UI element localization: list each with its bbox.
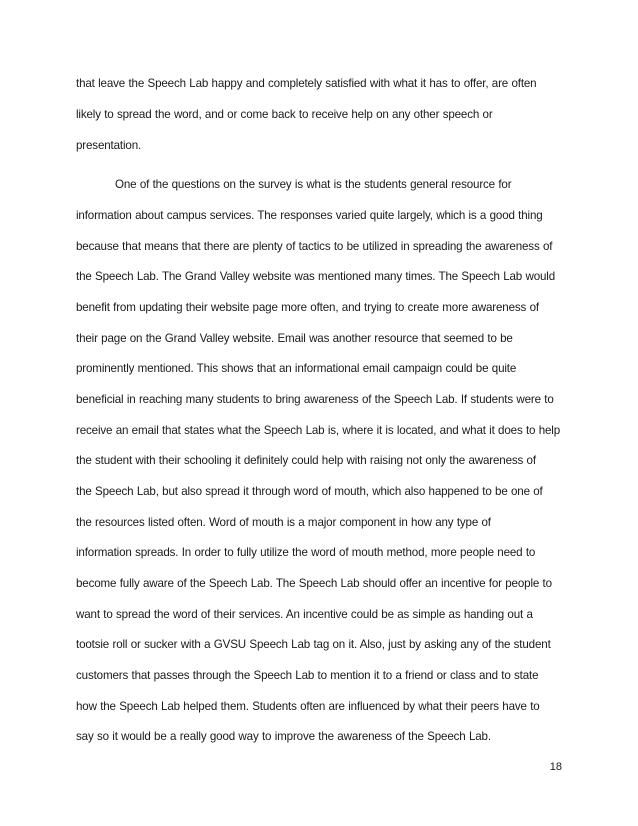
text-line: become fully aware of the Speech Lab. The Speech Lab should offer an incentive for people to — [76, 577, 552, 590]
paragraph-first-line: One of the questions on the survey is what is the students general resource for — [115, 178, 512, 191]
text-line: their page on the Grand Valley website. Email was another resource that seemed to be — [76, 332, 513, 345]
text-line: because that means that there are plenty of tactics to be utilized in spreading the awareness of — [76, 240, 553, 253]
text-line: beneficial in reaching many students to bring awareness of the Speech Lab. If students were to — [76, 393, 554, 406]
text-line: prominently mentioned. This shows that an informational email campaign could be quite — [76, 362, 517, 375]
text-line: that leave the Speech Lab happy and completely satisfied with what it has to offer, are often — [76, 77, 537, 90]
text-line: benefit from updating their website page more often, and trying to create more awareness of — [76, 301, 539, 314]
text-line: the resources listed often. Word of mouth is a major component in how any type of — [76, 516, 491, 529]
text-line: the Speech Lab. The Grand Valley website was mentioned many times. The Speech Lab would — [76, 270, 556, 283]
text-line: likely to spread the word, and or come back to receive help on any other speech or — [76, 108, 493, 121]
page-number: 18 — [549, 761, 562, 773]
text-line: tootsie roll or sucker with a GVSU Speech Lab tag on it. Also, just by asking any of the student — [76, 638, 551, 651]
text-line: information about campus services. The responses varied quite largely, which is a good thing — [76, 209, 543, 222]
text-line: information spreads. In order to fully utilize the word of mouth method, more people need to — [76, 546, 536, 559]
text-line: the Speech Lab, but also spread it through word of mouth, which also happened to be one of — [76, 485, 543, 498]
text-line: how the Speech Lab helped them. Students often are influenced by what their peers have to — [76, 700, 540, 713]
text-line: want to spread the word of their services. An incentive could be as simple as handing out a — [76, 608, 533, 621]
text-line: say so it would be a really good way to improve the awareness of the Speech Lab. — [76, 730, 491, 743]
text-line: presentation. — [76, 139, 142, 152]
text-line: receive an email that states what the Speech Lab is, where it is located, and what it does to help — [76, 424, 561, 437]
text-line: customers that passes through the Speech Lab to mention it to a friend or class and to state — [76, 669, 539, 682]
text-line: the student with their schooling it definitely could help with raising not only the awareness of — [76, 454, 536, 467]
